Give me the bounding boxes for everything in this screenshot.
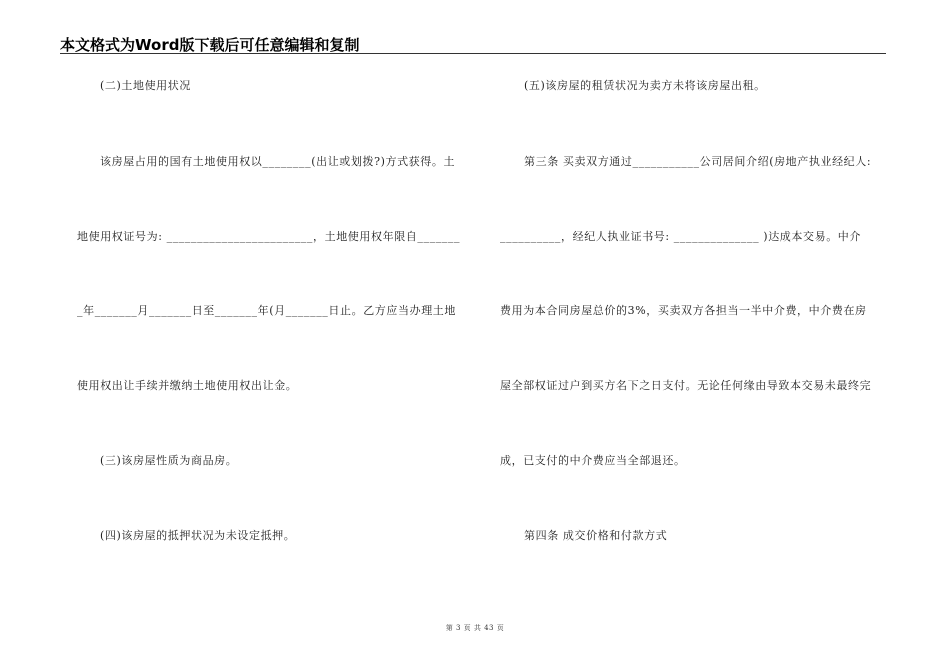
left-line-1: (二)土地使用状况 xyxy=(100,79,191,92)
right-line-1: (五)该房屋的租赁状况为卖方未将该房屋出租。 xyxy=(524,79,766,92)
left-line-6: (三)该房屋性质为商品房。 xyxy=(100,454,238,467)
left-line-7: (四)该房屋的抵押状况为未设定抵押。 xyxy=(100,529,296,542)
left-line-4: _年_______月_______日至_______年(月_______日止。乙方应当办理土地 xyxy=(77,304,456,317)
document-header-title: 本文格式为Word版下载后可任意编辑和复制 xyxy=(60,36,360,54)
right-line-5: 屋全部权证过户到买方名下之日支付。无论任何缘由导致本交易未最终完 xyxy=(500,379,872,392)
left-line-2: 该房屋占用的国有土地使用权以________(出让或划拨?)方式获得。土 xyxy=(100,155,456,168)
page-number: 第 3 页 共 43 页 xyxy=(445,624,505,632)
right-line-2: 第三条 买卖双方通过___________公司居间介绍(房地产执业经纪人: xyxy=(524,155,872,168)
left-line-5: 使用权出让手续并缴纳土地使用权出让金。 xyxy=(77,379,298,392)
right-line-3: __________，经纪人执业证书号: ______________ )达成本交易。中介 xyxy=(500,230,861,243)
right-line-7: 第四条 成交价格和付款方式 xyxy=(524,529,668,542)
left-line-3: 地使用权证号为: ________________________，土地使用权年限自_______ xyxy=(77,230,461,243)
right-line-4: 费用为本合同房屋总价的3%，买卖双方各担当一半中介费，中介费在房 xyxy=(500,304,867,317)
right-line-6: 成，已支付的中介费应当全部退还。 xyxy=(500,454,686,467)
